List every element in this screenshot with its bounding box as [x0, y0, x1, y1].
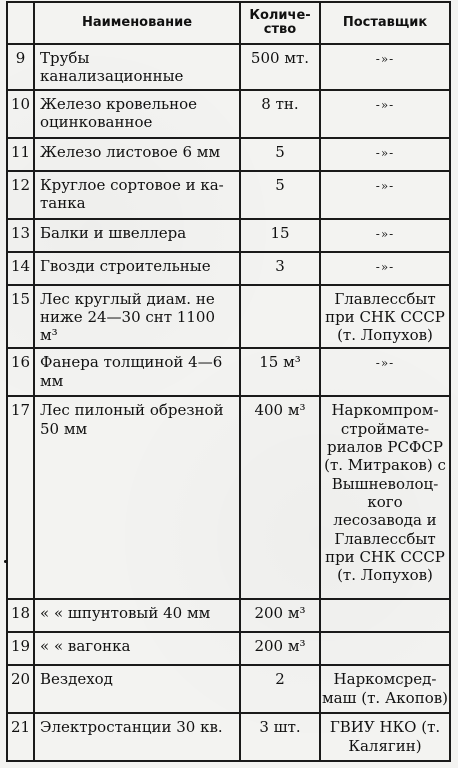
row-quantity: 500 мт.	[240, 44, 320, 90]
row-number: 10	[7, 90, 34, 138]
table-row	[7, 632, 450, 665]
row-quantity: 5	[240, 171, 320, 219]
table-row	[7, 665, 450, 713]
table-row	[7, 44, 450, 90]
row-number: 21	[7, 713, 34, 761]
row-number: 19	[7, 632, 34, 665]
row-supplier: Главлессбыт при СНК СССР (т. Лопухов)	[320, 285, 450, 349]
row-number: 16	[7, 348, 34, 396]
row-quantity: 3 шт.	[240, 713, 320, 761]
row-quantity: 2	[240, 665, 320, 713]
row-quantity: 15 м³	[240, 348, 320, 396]
table-row	[7, 90, 450, 138]
row-number: 15	[7, 285, 34, 349]
row-quantity: 3	[240, 252, 320, 285]
table-row	[7, 599, 450, 632]
header-name: Наименование	[34, 2, 240, 44]
row-name: Фанера толщиной 4—6 мм	[34, 348, 240, 396]
row-name: Электростанции 30 кв.	[34, 713, 240, 761]
ditto-mark: -»-	[375, 52, 395, 66]
ditto-mark: -»-	[375, 356, 395, 371]
row-supplier	[320, 252, 450, 285]
row-quantity: 15	[240, 219, 320, 252]
row-supplier	[320, 632, 450, 665]
ditto-mark: -»-	[375, 259, 395, 274]
table-row	[7, 348, 450, 396]
row-name: Гвозди строительные	[34, 252, 240, 285]
row-supplier	[320, 44, 450, 90]
row-name: Лес круглый диам. не ниже 24—30 снт 1100 м³	[34, 285, 240, 349]
row-number: 11	[7, 138, 34, 171]
ink-speck	[4, 560, 7, 563]
header-quantity-line1: Количе-	[249, 8, 311, 24]
row-name: « « вагонка	[34, 632, 240, 665]
row-supplier	[320, 599, 450, 632]
table-row	[7, 396, 450, 599]
header-supplier: Поставщик	[320, 2, 450, 44]
row-supplier	[320, 348, 450, 396]
row-supplier	[320, 219, 450, 252]
row-quantity: 8 тн.	[240, 90, 320, 138]
row-number: 12	[7, 171, 34, 219]
row-supplier: Наркомпромстройматериалов РСФСР (т. Митраков) с Вышневолоцкого лесозавода и Главлессбыт при СНК СССР (т. Лопухов)	[320, 396, 450, 599]
table-row	[7, 285, 450, 349]
row-name: Железо листовое 6 мм	[34, 138, 240, 171]
header-number	[7, 2, 34, 44]
ditto-mark: -»-	[375, 178, 395, 193]
supply-table	[6, 1, 451, 762]
row-number: 13	[7, 219, 34, 252]
row-name: Вездеход	[34, 665, 240, 713]
ditto-mark: -»-	[375, 226, 395, 241]
row-quantity: 200 м³	[240, 599, 320, 632]
row-quantity: 5	[240, 138, 320, 171]
ditto-mark: -»-	[375, 97, 395, 112]
row-supplier: Наркомсредмаш (т. Акопов)	[320, 665, 450, 713]
row-supplier	[320, 171, 450, 219]
ditto-mark: -»-	[375, 145, 395, 160]
row-name: Лес пилоный обрезной 50 мм	[34, 396, 240, 599]
table-row	[7, 138, 450, 171]
row-name: « « шпунтовый 40 мм	[34, 599, 240, 632]
row-name: Трубы канализационные	[34, 44, 240, 90]
row-number: 18	[7, 599, 34, 632]
table-row	[7, 713, 450, 761]
row-supplier	[320, 138, 450, 171]
table-row	[7, 219, 450, 252]
row-name: Круглое сортовое и катанка	[34, 171, 240, 219]
row-name: Балки и швеллера	[34, 219, 240, 252]
row-name: Железо кровельное оцинкованное	[34, 90, 240, 138]
table-header-row	[7, 2, 450, 44]
row-supplier: ГВИУ НКО (т. Калягин)	[320, 713, 450, 761]
row-number: 20	[7, 665, 34, 713]
row-supplier	[320, 90, 450, 138]
header-quantity-line2: ство	[263, 22, 297, 37]
table-row	[7, 171, 450, 219]
row-number: 14	[7, 252, 34, 285]
row-number: 9	[7, 44, 34, 90]
row-quantity: 400 м³	[240, 396, 320, 599]
table-row	[7, 252, 450, 285]
row-quantity: 200 м³	[240, 632, 320, 665]
header-quantity	[240, 2, 320, 44]
row-quantity	[240, 285, 320, 349]
row-number: 17	[7, 396, 34, 599]
